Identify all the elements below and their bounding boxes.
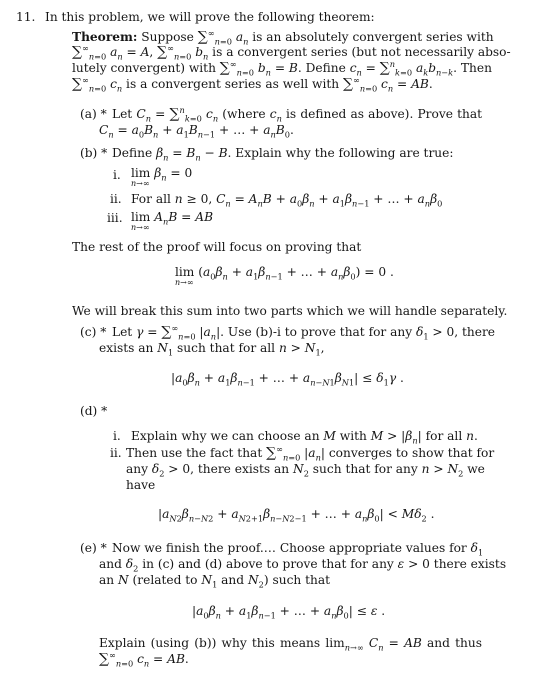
part-d-item-1-num: i. [113, 429, 121, 443]
part-e-label: (e) * [80, 541, 107, 555]
theorem-line-2: $\sum^\infty_{n=0}$ $a_n = A$, $\sum^\infty_{n=0}$ $b_n$ is a convergent series (but not necessarily abso- [72, 42, 511, 62]
part-c-equation: $|a_0\beta_n + a_1\beta_{n-1}$ + … + $a_{n-N1}\beta_{N1}| \le \delta_1\gamma$ . [171, 371, 404, 388]
part-e-line-2: and $\delta_2$ in (c) and (d) above to prove that for any ε > 0 there exists [99, 557, 507, 574]
part-d-item-2-num: ii. [110, 446, 122, 460]
part-d-item-2-line-2: any $\delta_2 > 0$, there exists an $N_2$ such that for any $n > N_2$ we [126, 462, 485, 479]
part-c-line-2: exists an $N_1$ such that for all $n > N_1$, [99, 341, 325, 358]
part-b-item-1: lim n→∞ $\beta_n = 0$ [131, 166, 193, 188]
part-d-equation: $|a_{N2}\beta_{n-N2} + a_{N2+1}\beta_{n-N2-1}$ + … + $a_n\beta_0| < M\delta_2$ . [158, 507, 435, 524]
part-c-label: (c) * [80, 325, 107, 339]
part-a-line-2: $C_n = a_0B_n + a_1B_{n-1}$ + … + $a_nB_0$. [99, 123, 294, 140]
break-sum-text: We will break this sum into two parts which we will handle separately. [72, 304, 508, 318]
part-b-item-2-num: ii. [110, 192, 122, 206]
part-d-item-2-line-1: Then use the fact that $\sum^\infty_{n=0}$ $|a_n|$ converges to show that for [126, 443, 495, 463]
part-b-item-3: lim n→∞ $A_nB$ = AB [131, 210, 214, 232]
part-d-item-1: Explain why we can choose an M with $M > |\beta_n|$ for all n. [131, 429, 478, 446]
part-c-line-1: Let $\gamma = \sum^\infty_{n=0}$ $|a_n|$. Use (b)-i to prove that for any $\delta_1 > 0$, there [112, 322, 496, 342]
part-d-label: (d) * [80, 404, 108, 418]
part-b-line-1: Define $\beta_n = B_n - B$. Explain why the following are true: [112, 146, 454, 163]
part-e-end-line-2: $\sum^\infty_{n=0}$ $c_n$ = AB. [99, 649, 189, 669]
rest-of-proof-equation: lim n→∞ ($a_0\beta_n + a_1\beta_{n-1}$ + … + $a_n\beta_0) = 0$ . [175, 265, 394, 287]
rest-of-proof-text: The rest of the proof will focus on proving that [72, 240, 362, 254]
part-b-label: (b) * [80, 146, 108, 160]
part-b-item-1-num: i. [113, 168, 121, 182]
theorem-label: Theorem: [72, 30, 138, 44]
part-e-end-line-1: Explain (using (b)) why this means $\lim_{n\to\infty} C_n$ = AB and thus [99, 636, 482, 653]
part-e-equation: $|a_0\beta_n + a_1\beta_{n-1}$ + … + $a_n\beta_0| \le \varepsilon$ . [192, 604, 386, 621]
problem-number: 11. [16, 10, 36, 24]
theorem-line-4: $\sum^\infty_{n=0}$ $c_n$ is a convergent series as well with $\sum^\infty_{n=0}$ $c_n$ = AB. [72, 74, 433, 94]
theorem-line-3: lutely convergent) with $\sum^\infty_{n=0}$ $b_n = B$. Define $c_n = \sum^n_{k=0}$ $a_kb_{n-k}$. Then [72, 58, 492, 78]
part-e-line-1: Now we finish the proof.… Choose appropriate values for $\delta_1$ [112, 541, 484, 558]
part-b-item-2: For all n ≥ 0, $C_n = A_nB + a_0\beta_n + a_1\beta_{n-1}$ + … + $a_n\beta_0$ [131, 192, 443, 209]
theorem-line-1: Theorem: Suppose $\sum^\infty_{n=0}$ $a_n$ is an absolutely convergent series with [72, 27, 494, 47]
part-b-item-3-num: iii. [107, 211, 123, 225]
part-a-label: (a) * [80, 107, 107, 121]
part-e-line-3: an N (related to $N_1$ and $N_2$) such that [99, 573, 331, 590]
part-a-line-1: Let $C_n = \sum^n_{k=0}$ $c_n$ (where $c_n$ is defined as above). Prove that [112, 104, 483, 124]
part-d-item-2-line-3: have [126, 478, 156, 492]
problem-intro: In this problem, we will prove the following theorem: [45, 10, 375, 24]
